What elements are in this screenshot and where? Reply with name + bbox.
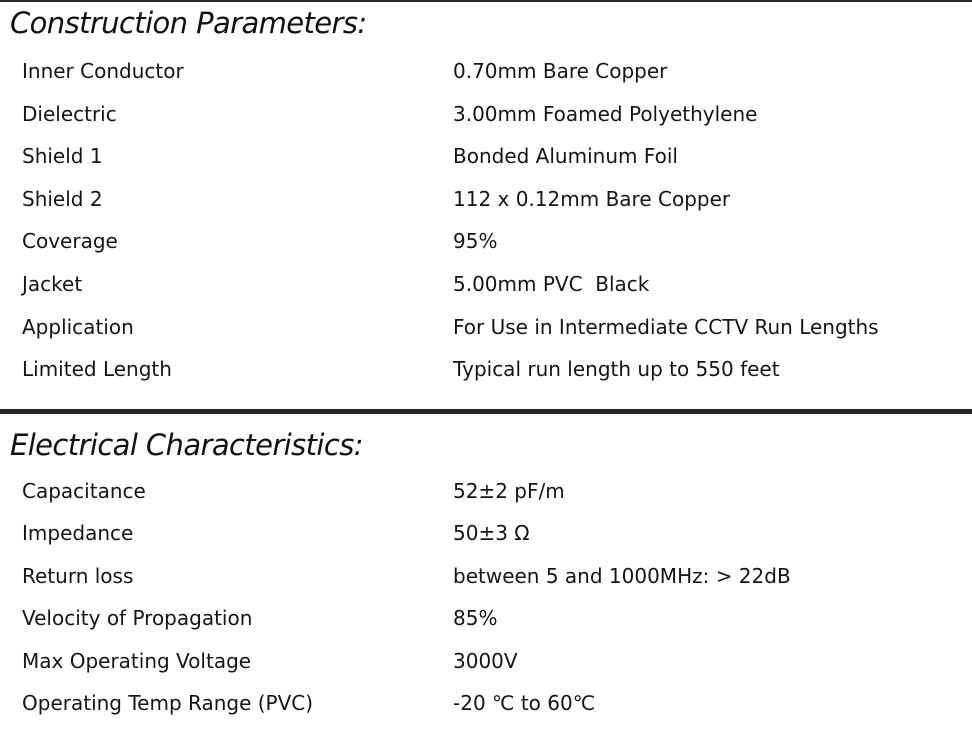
param-row-shield-2	[0, 185, 972, 228]
param-value: 95%	[453, 229, 498, 254]
param-label: Shield 2	[22, 186, 103, 211]
param-row-inner-conductor	[0, 57, 972, 100]
param-label: Coverage	[22, 229, 118, 254]
param-row-jacket	[0, 270, 972, 313]
param-row-max-operating-voltage	[0, 647, 972, 689]
electrical-characteristics-title: Electrical Characteristics:	[10, 428, 363, 462]
param-value: 0.70mm Bare Copper	[453, 59, 668, 83]
param-value: 3000V	[453, 648, 518, 673]
param-row-return-loss	[0, 562, 972, 604]
param-row-operating-temp-range	[0, 689, 972, 731]
param-value: 3.00mm Foamed Polyethylene	[453, 101, 758, 126]
param-row-velocity-of-propagation	[0, 604, 972, 646]
param-value: Typical run length up to 550 feet	[453, 357, 780, 382]
param-label: Application	[22, 314, 134, 339]
param-row-coverage	[0, 227, 972, 270]
construction-parameters-table	[0, 57, 972, 398]
param-label: Max Operating Voltage	[22, 648, 252, 673]
param-label: Capacitance	[22, 479, 146, 503]
param-row-capacitance	[0, 477, 972, 519]
param-label: Inner Conductor	[22, 59, 184, 83]
param-value: 50±3 Ω	[453, 521, 530, 546]
param-label: Shield 1	[22, 144, 103, 169]
param-label: Limited Length	[22, 357, 172, 382]
param-label: Operating Temp Range (PVC)	[22, 690, 314, 715]
param-label: Velocity of Propagation	[22, 606, 253, 631]
param-label: Dielectric	[22, 101, 117, 126]
construction-parameters-title: Construction Parameters:	[10, 6, 367, 40]
electrical-characteristics-table	[0, 477, 972, 731]
param-value: 5.00mm PVC Black	[453, 271, 650, 296]
param-value: between 5 and 1000MHz: > 22dB	[453, 563, 791, 588]
param-row-application	[0, 313, 972, 356]
param-value: -20 ℃ to 60℃	[453, 690, 596, 715]
top-rule	[0, 0, 972, 2]
section-divider	[0, 409, 972, 414]
param-row-dielectric	[0, 100, 972, 143]
param-label: Return loss	[22, 563, 134, 588]
param-value: For Use in Intermediate CCTV Run Lengths	[453, 314, 879, 339]
param-row-limited-length	[0, 355, 972, 398]
param-value: 85%	[453, 606, 498, 631]
param-row-impedance	[0, 519, 972, 561]
param-row-shield-1	[0, 142, 972, 185]
param-label: Impedance	[22, 521, 134, 546]
param-value: 112 x 0.12mm Bare Copper	[453, 186, 731, 211]
param-value: Bonded Aluminum Foil	[453, 144, 678, 169]
param-value: 52±2 pF/m	[453, 479, 565, 503]
param-label: Jacket	[22, 271, 83, 296]
